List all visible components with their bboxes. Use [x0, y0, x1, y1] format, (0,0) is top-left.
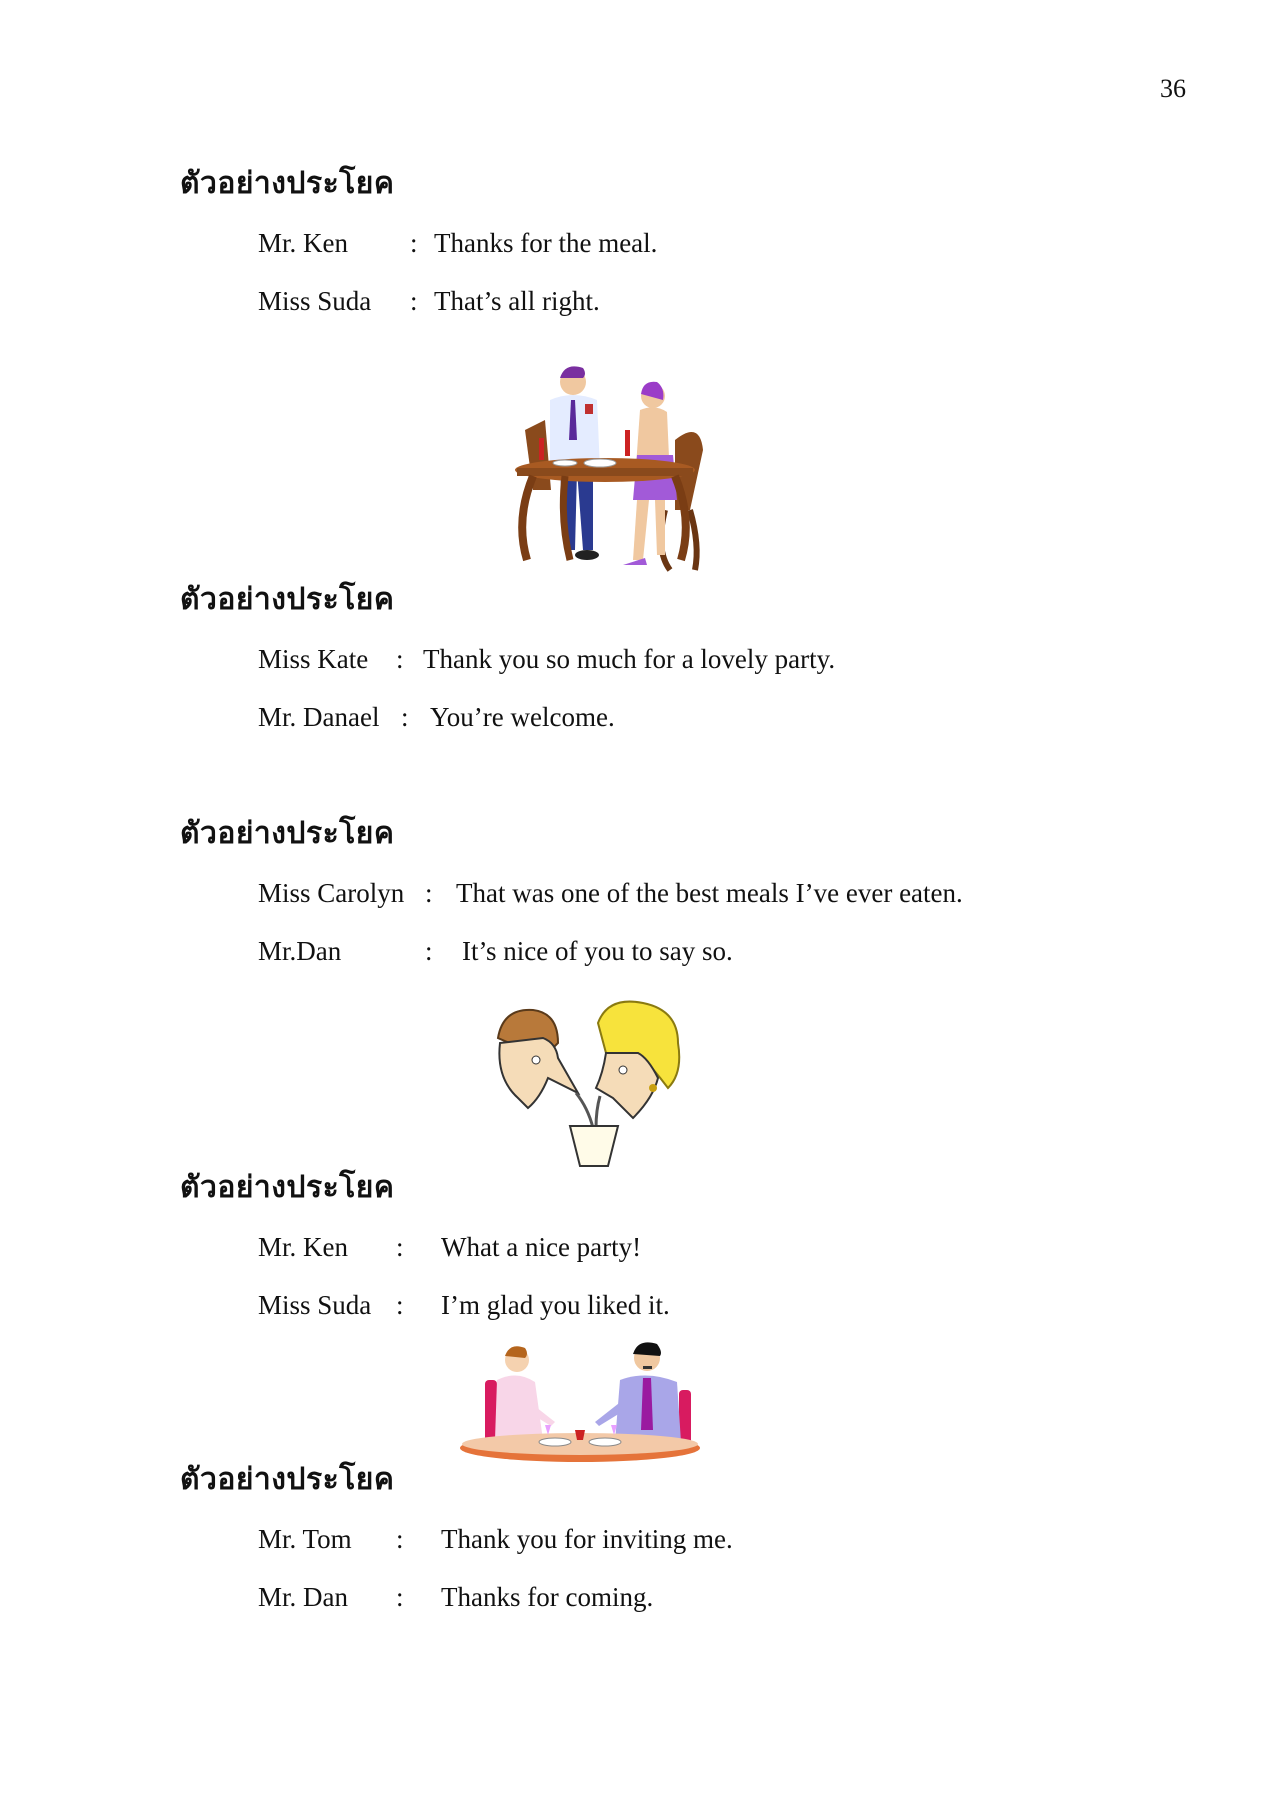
utterance: Thank you so much for a lovely party.	[423, 644, 836, 674]
page-number: 36	[1160, 74, 1186, 103]
speaker: Mr. Ken	[258, 228, 348, 258]
colon: :	[425, 878, 433, 908]
section-heading: ตัวอย่างประโยค	[180, 1462, 395, 1497]
speaker: Mr. Tom	[258, 1524, 352, 1554]
colon: :	[396, 644, 404, 674]
colon: :	[396, 1290, 404, 1320]
sharing-drink-illustration	[488, 998, 688, 1168]
dining-couple-illustration	[505, 360, 710, 580]
utterance: Thanks for coming.	[441, 1582, 654, 1612]
speaker: Miss Suda	[258, 1290, 372, 1320]
speaker: Miss Kate	[258, 644, 369, 674]
utterance: Thanks for the meal.	[434, 228, 658, 258]
table-conversation-illustration	[455, 1330, 705, 1480]
speaker: Mr. Ken	[258, 1232, 348, 1262]
section-heading: ตัวอย่างประโยค	[180, 816, 395, 851]
colon: :	[396, 1232, 404, 1262]
colon: :	[396, 1582, 404, 1612]
section-heading: ตัวอย่างประโยค	[180, 582, 395, 617]
utterance: I’m glad you liked it.	[441, 1290, 670, 1320]
utterance: Thank you for inviting me.	[441, 1524, 733, 1554]
colon: :	[425, 936, 433, 966]
colon: :	[410, 228, 418, 258]
utterance: What a nice party!	[441, 1232, 642, 1262]
speaker: Miss Suda	[258, 286, 372, 316]
utterance: It’s nice of you to say so.	[462, 936, 733, 966]
section-heading: ตัวอย่างประโยค	[180, 166, 395, 201]
colon: :	[401, 702, 409, 732]
utterance: That’s all right.	[434, 286, 600, 316]
utterance: That was one of the best meals I’ve ever eaten.	[456, 878, 963, 908]
colon: :	[396, 1524, 404, 1554]
section-heading: ตัวอย่างประโยค	[180, 1170, 395, 1205]
speaker: Mr. Danael	[258, 702, 380, 732]
speaker: Mr. Dan	[258, 1582, 348, 1612]
colon: :	[410, 286, 418, 316]
speaker: Miss Carolyn	[258, 878, 405, 908]
utterance: You’re welcome.	[430, 702, 615, 732]
speaker: Mr.Dan	[258, 936, 342, 966]
